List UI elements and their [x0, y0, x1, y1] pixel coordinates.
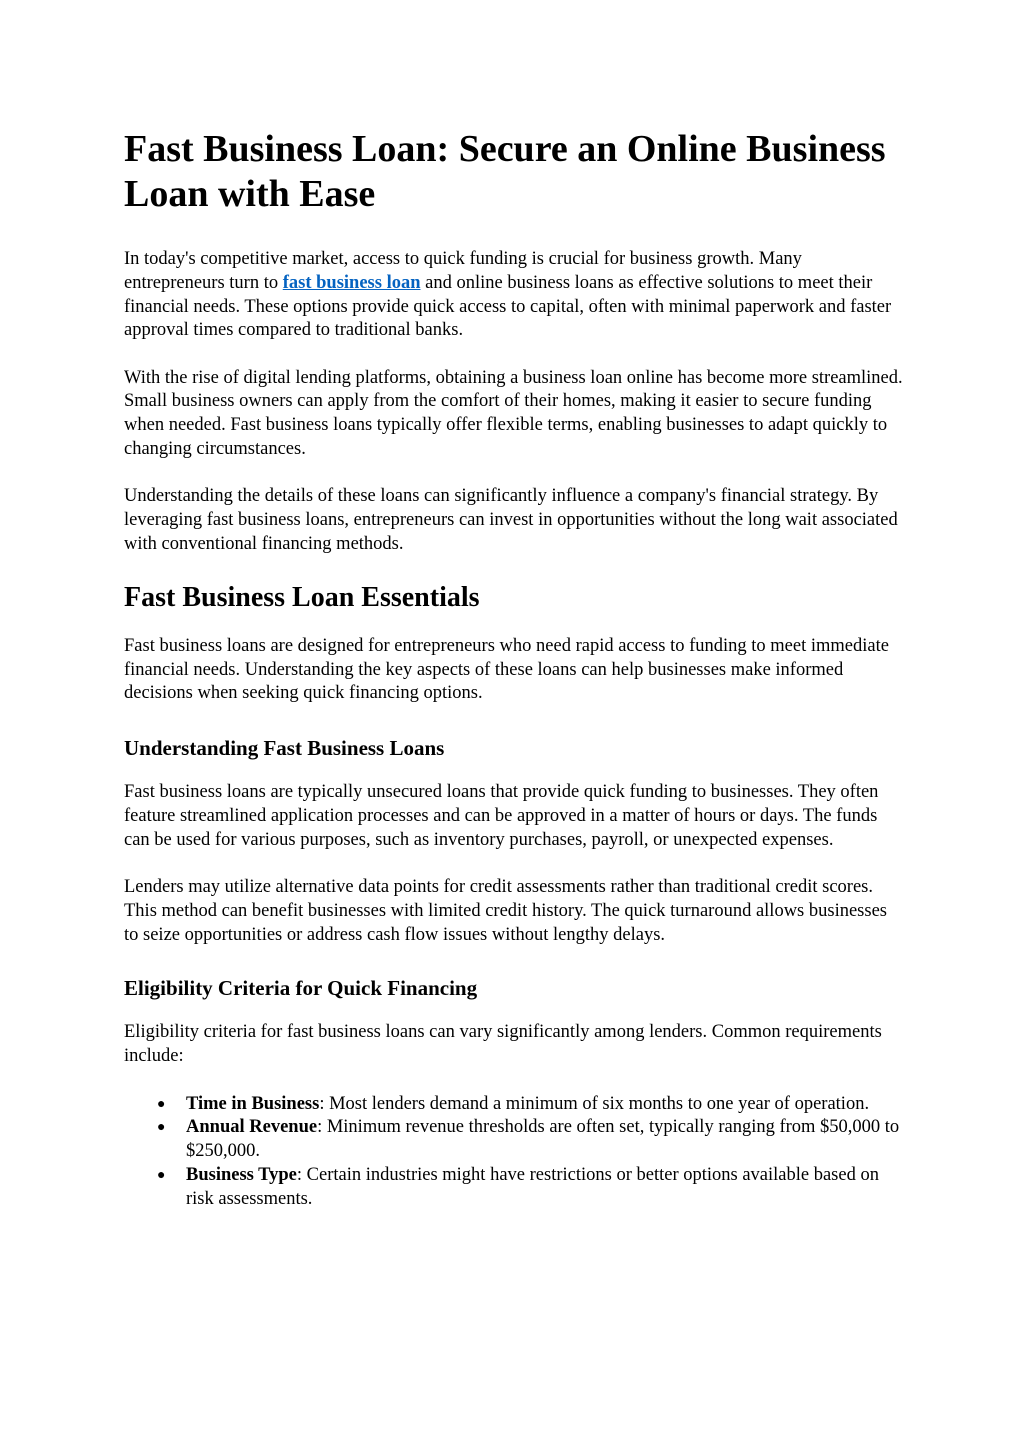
intro-text-before-link: In today's competitive market, access to quick funding is crucial for business growth. Many entrepreneurs turn to: [124, 249, 802, 293]
list-item-text: : Minimum revenue thresholds are often set, typically ranging from $50,000 to $250,000.: [186, 1117, 900, 1162]
list-item-term: Annual Revenue: [186, 1117, 318, 1138]
subsection-heading-understanding: Understanding Fast Business Loans: [124, 736, 445, 761]
intro-paragraph-2: With the rise of digital lending platforms, obtaining a business loan online has become more streamlined. Small business owners can apply from the comfort of their homes, making it easier to secure funding when needed. Fast business loans typically offer flexible terms, enabling businesses to adapt quickly to changing circumstances.: [124, 367, 903, 460]
intro-text-after-link: and online business loans as effective solutions to meet their financial needs. These options provide quick access to capital, often with minimal paperwork and faster approval times compared to traditional banks.: [124, 272, 892, 341]
understanding-paragraph-2: Lenders may utilize alternative data points for credit assessments rather than traditional credit scores. This method can benefit businesses with limited credit history. The quick turnaround allows businesses to seize opportunities or address cash flow issues without lengthy delays.: [124, 877, 887, 945]
eligibility-paragraph: Eligibility criteria for fast business loans can vary significantly among lenders. Common requirements include:: [124, 1022, 882, 1067]
subsection-heading-eligibility: Eligibility Criteria for Quick Financing: [124, 976, 478, 1001]
list-item: [157, 1164, 904, 1212]
list-item: [157, 1093, 904, 1117]
essentials-paragraph: Fast business loans are designed for entrepreneurs who need rapid access to funding to meet immediate financial needs. Understanding the key aspects of these loans can help businesses make informed decisions when seeking quick financing options.: [124, 635, 889, 704]
bullet-icon: ●: [157, 1120, 166, 1136]
list-item-term: Time in Business: [186, 1093, 320, 1114]
section-heading-essentials: Fast Business Loan Essentials: [124, 581, 480, 613]
intro-paragraph-3: Understanding the details of these loans can significantly influence a company's financial strategy. By leveraging fast business loans, entrepreneurs can invest in opportunities without the long wait associated with conventional financing methods.: [124, 486, 898, 554]
bullet-icon: ●: [157, 1167, 166, 1183]
bullet-icon: ●: [157, 1096, 166, 1112]
page-title: Fast Business Loan: Secure an Online Business Loan with Ease: [124, 128, 886, 215]
list-item-text: : Most lenders demand a minimum of six months to one year of operation.: [319, 1093, 870, 1114]
list-item: [157, 1116, 904, 1164]
intro-paragraph-1: [124, 248, 904, 343]
list-item-term: Business Type: [186, 1164, 297, 1185]
fast-business-loan-link[interactable]: fast business loan: [282, 272, 421, 293]
understanding-paragraph-1: Fast business loans are typically unsecured loans that provide quick funding to businesses. They often feature streamlined application processes and can be approved in a matter of hours or days. The funds can be used for various purposes, such as inventory purchases, payroll, or unexpected expenses.: [124, 782, 879, 850]
document-page: [124, 127, 904, 1212]
list-item-text: : Certain industries might have restrictions or better options available based on risk assessments.: [186, 1164, 879, 1209]
eligibility-list: [124, 1093, 904, 1212]
